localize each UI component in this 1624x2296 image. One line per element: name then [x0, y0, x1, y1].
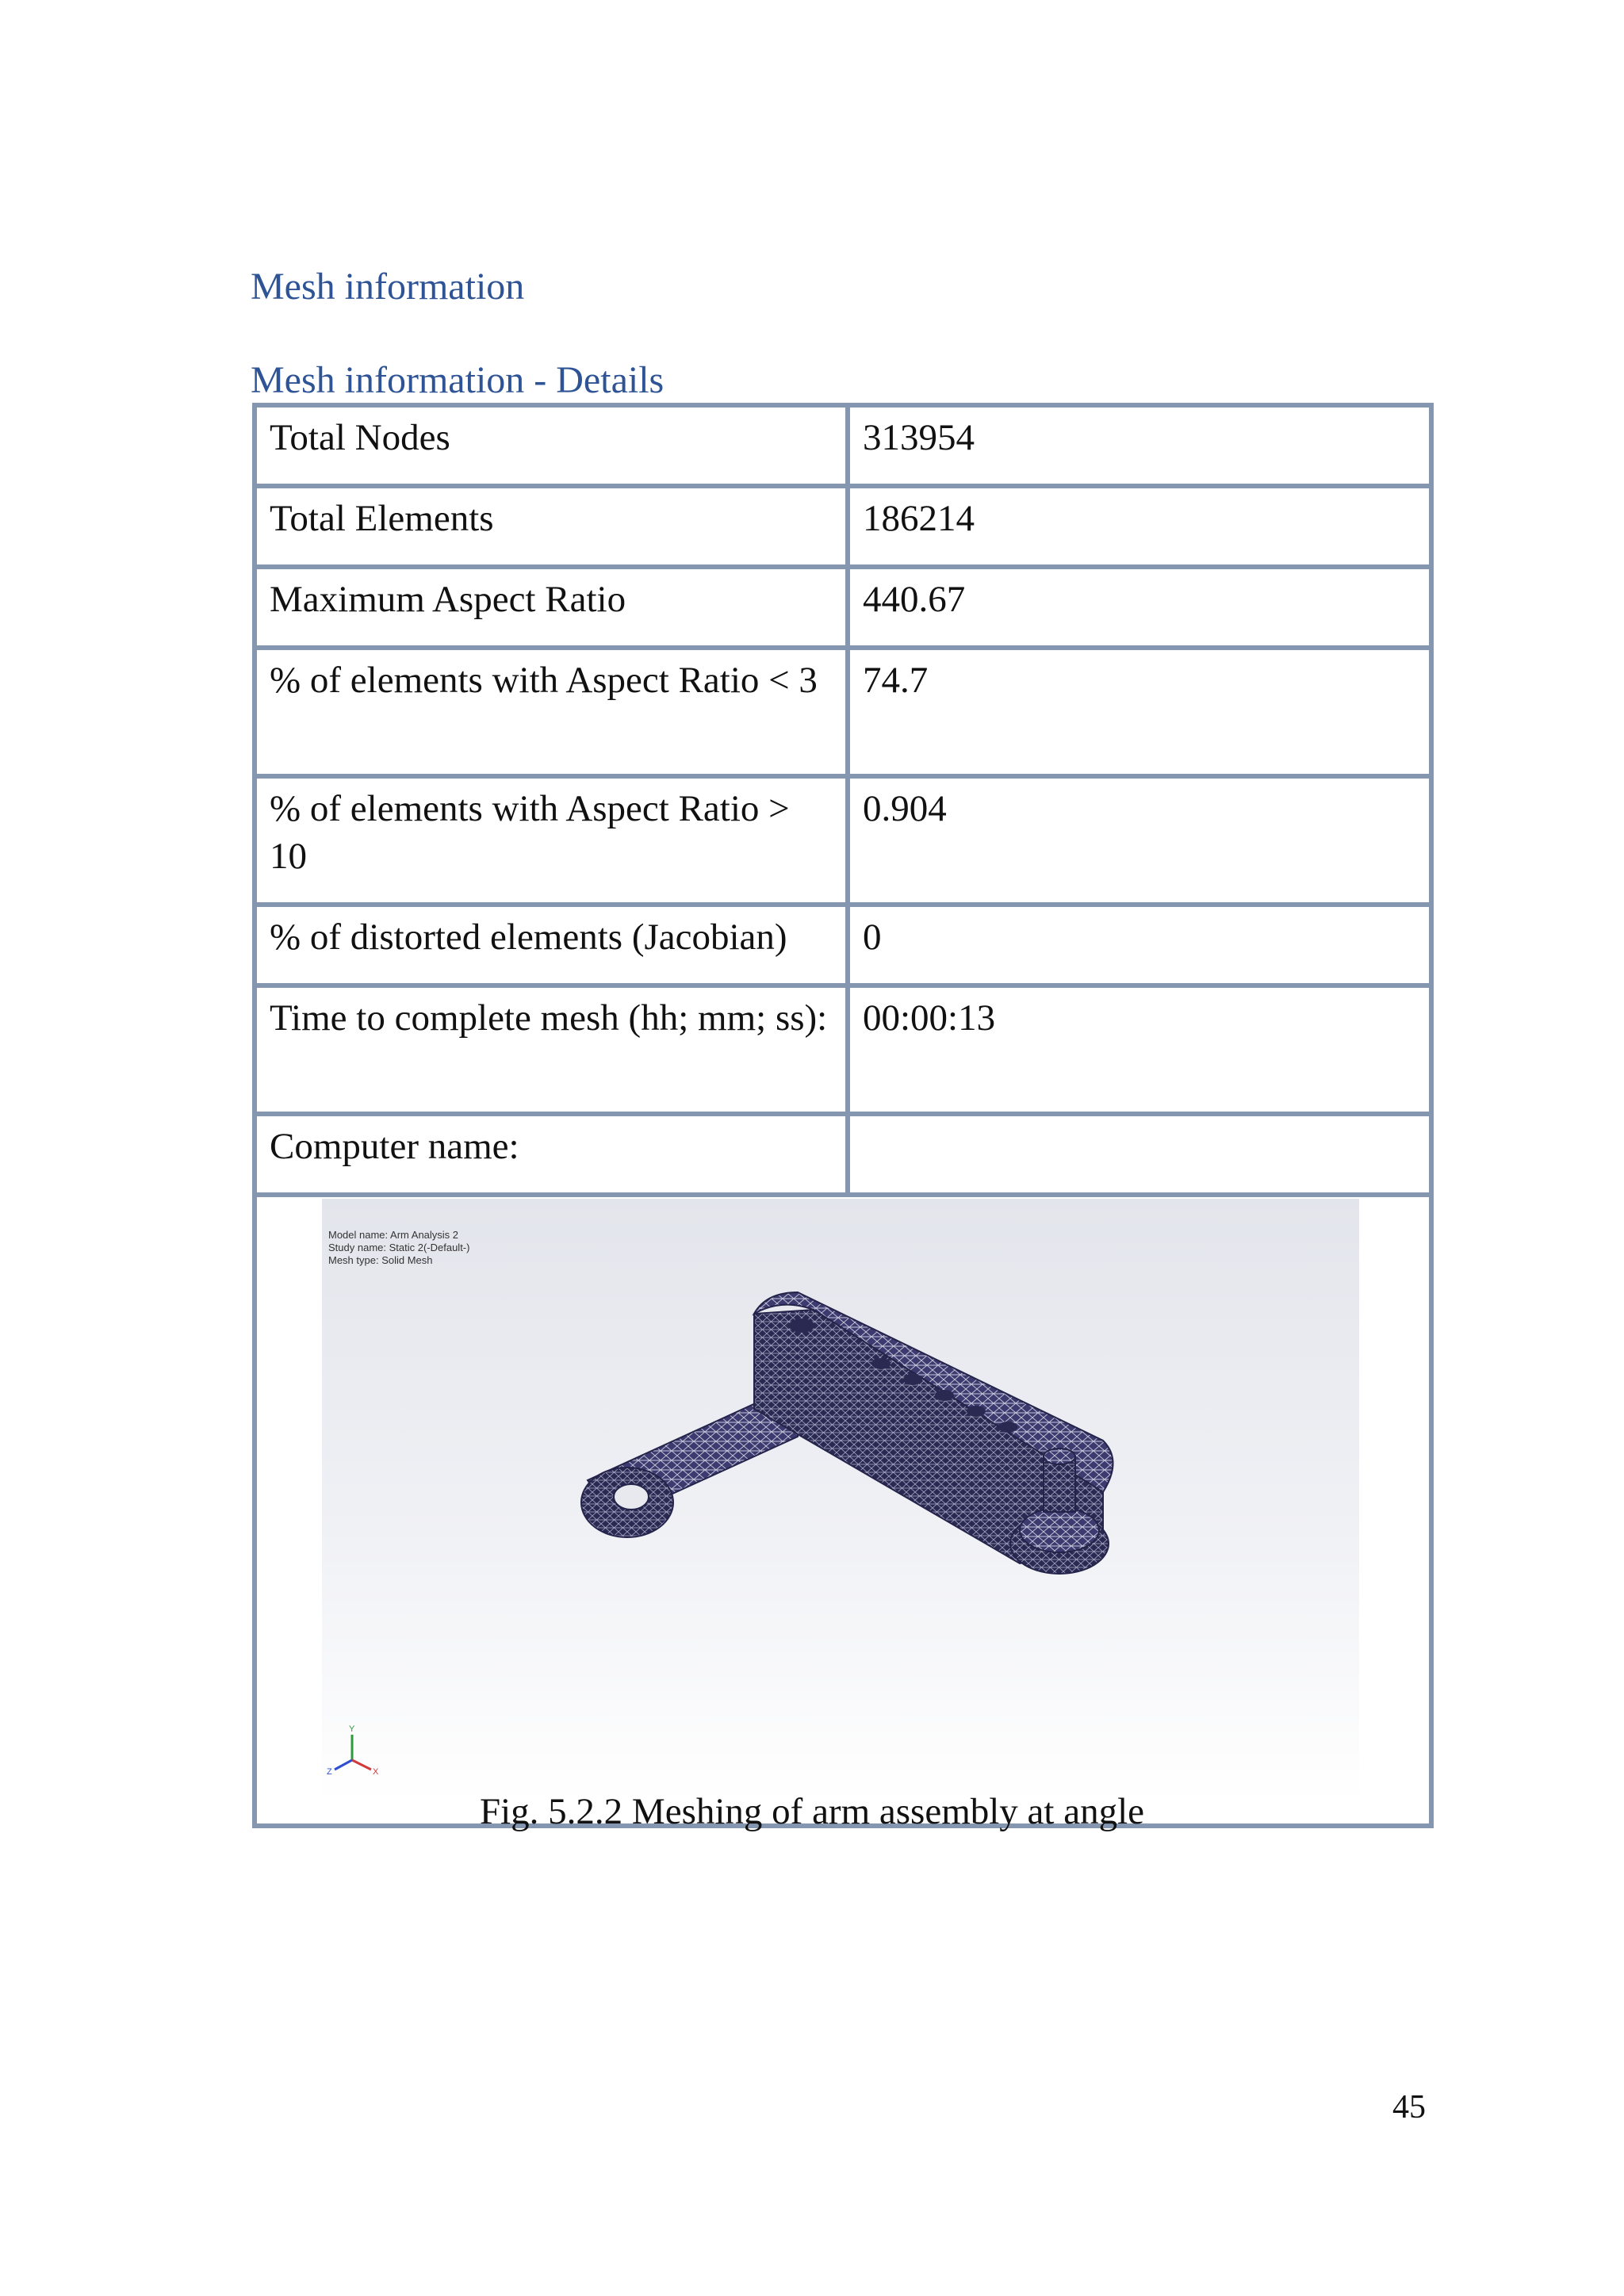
- page-number: 45: [1392, 2089, 1426, 2126]
- figure-row: [255, 1195, 1431, 1826]
- row-label-mesh-time: Time to complete mesh (hh; mm; ss):: [255, 985, 848, 1114]
- study-name-text: Study name: Static 2(-Default-): [328, 1242, 470, 1253]
- row-label-max-aspect-ratio: Maximum Aspect Ratio: [255, 567, 848, 648]
- table-row: [255, 905, 1431, 985]
- row-value-max-aspect-ratio: 440.67: [848, 567, 1431, 648]
- table-row: [255, 1114, 1431, 1195]
- mesh-details-table: [252, 403, 1434, 1828]
- row-label-total-nodes: Total Nodes: [255, 405, 848, 486]
- row-label-total-elements: Total Elements: [255, 486, 848, 567]
- row-value-mesh-time: 00:00:13: [848, 985, 1431, 1114]
- row-label-aspect-lt-3: % of elements with Aspect Ratio < 3: [255, 648, 848, 776]
- row-value-aspect-gt-10: 0.904: [848, 776, 1431, 905]
- row-value-total-nodes: 313954: [848, 405, 1431, 486]
- subsection-heading: Mesh information - Details: [251, 359, 665, 401]
- table-row: [255, 985, 1431, 1114]
- row-label-distorted: % of distorted elements (Jacobian): [255, 905, 848, 985]
- row-value-computer-name: [848, 1114, 1431, 1195]
- row-label-computer-name: Computer name:: [255, 1114, 848, 1195]
- row-label-aspect-gt-10: % of elements with Aspect Ratio > 10: [255, 776, 848, 905]
- figure-cell: [255, 1195, 1431, 1826]
- table-row: [255, 776, 1431, 905]
- row-value-aspect-lt-3: 74.7: [848, 648, 1431, 776]
- row-value-distorted: 0: [848, 905, 1431, 985]
- section-heading: Mesh information: [251, 266, 525, 308]
- axis-x-label: X: [373, 1767, 379, 1777]
- table-row: [255, 486, 1431, 567]
- table-row: [255, 648, 1431, 776]
- table-row: [255, 567, 1431, 648]
- viewport-background: [322, 1199, 1359, 1801]
- mesh-type-text: Mesh type: Solid Mesh: [328, 1254, 433, 1266]
- model-name-text: Model name: Arm Analysis 2: [328, 1229, 459, 1241]
- axis-y-label: Y: [349, 1724, 355, 1734]
- table-row: [255, 405, 1431, 486]
- row-value-total-elements: 186214: [848, 486, 1431, 567]
- figure-caption: Fig. 5.2.2 Meshing of arm assembly at angle: [479, 1791, 1145, 1832]
- mesh-figure: [322, 1199, 1359, 1801]
- axis-z-label: Z: [327, 1767, 332, 1777]
